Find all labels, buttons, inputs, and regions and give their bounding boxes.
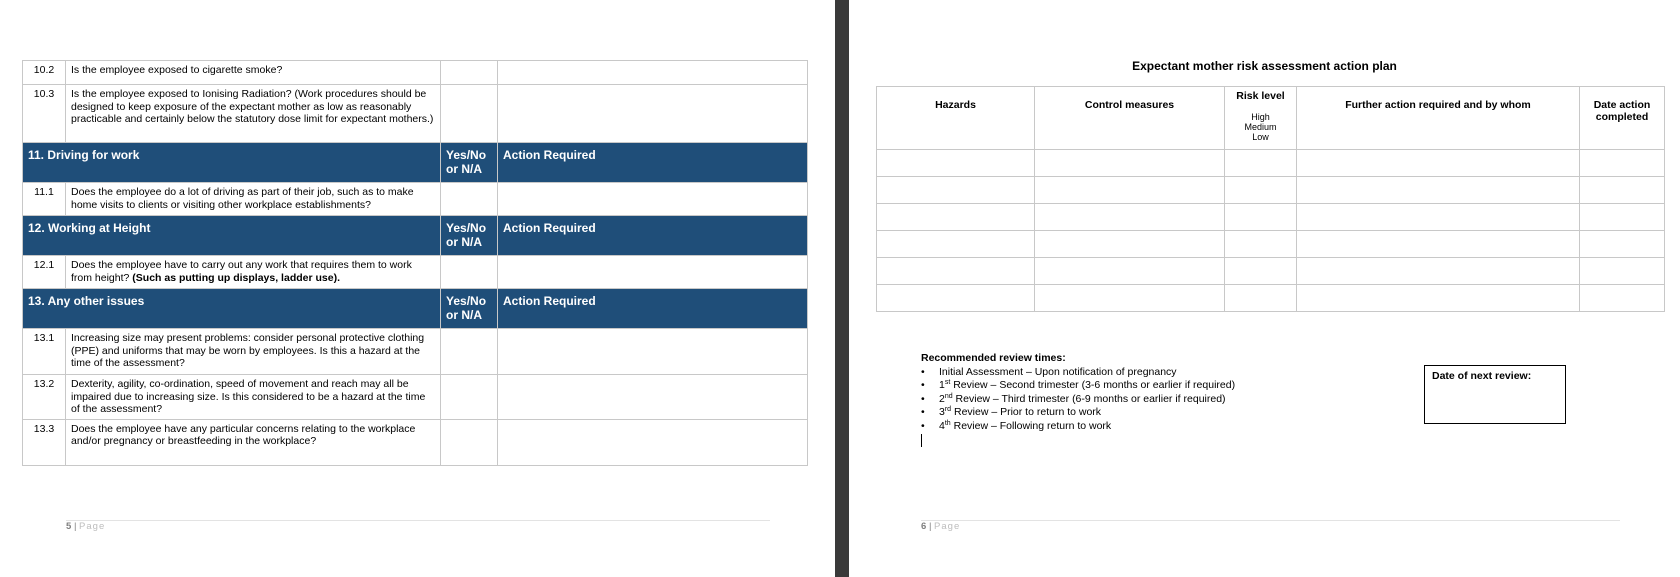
action-plan-row — [877, 258, 1665, 285]
review-item: • Initial Assessment – Upon notification of pregnancy — [921, 365, 1177, 378]
yes-no-cell[interactable] — [441, 375, 498, 420]
risk-low: Low — [1252, 132, 1269, 142]
question-row — [23, 85, 808, 143]
review-item: • 3rd Review – Prior to return to work — [921, 406, 1102, 418]
yes-no-cell[interactable] — [441, 329, 498, 375]
action-plan-cell[interactable] — [1035, 258, 1225, 285]
question-number: 10.2 — [23, 61, 66, 85]
action-plan-row — [877, 177, 1665, 204]
question-number: 10.3 — [23, 85, 66, 143]
action-required-cell[interactable] — [498, 85, 808, 143]
question-text: Does the employee have to carry out any work that requires them to work from height? (Such as putting up displays, ladder use). — [66, 256, 441, 289]
action-plan-cell[interactable] — [877, 231, 1035, 258]
question-number: 13.1 — [23, 329, 66, 375]
question-number: 12.1 — [23, 256, 66, 289]
section-header-row — [23, 216, 808, 256]
review-times-heading: Recommended review times: — [921, 352, 1066, 364]
question-text: Does the employee do a lot of driving as part of their job, such as to make home visits to clients or visiting other workplace establishments? — [66, 183, 441, 216]
page-label: Page — [79, 521, 106, 532]
page-footer — [66, 521, 105, 532]
yes-no-cell[interactable] — [441, 85, 498, 143]
page-number: 6 — [921, 521, 927, 532]
risk-medium: Medium — [1244, 122, 1277, 132]
action-required-cell[interactable] — [498, 419, 808, 465]
action-plan-cell[interactable] — [1580, 204, 1665, 231]
action-plan-cell[interactable] — [1297, 258, 1580, 285]
question-text: Increasing size may present problems: consider personal protective clothing (PPE) and uniforms that may be worn by employees. Is this a hazard at the time of the assessment? — [66, 329, 441, 375]
action-required-cell[interactable] — [498, 329, 808, 375]
risk-level-label: Risk level — [1236, 90, 1285, 102]
section-header-row — [23, 143, 808, 183]
action-plan-cell[interactable] — [1225, 204, 1297, 231]
action-plan-cell[interactable] — [1225, 150, 1297, 177]
action-required-cell[interactable] — [498, 375, 808, 420]
risk-high: High — [1251, 112, 1270, 122]
action-plan-cell[interactable] — [1297, 231, 1580, 258]
action-plan-cell[interactable] — [1035, 285, 1225, 312]
review-item: • 4th Review – Following return to work — [921, 419, 1112, 432]
action-plan-cell[interactable] — [877, 204, 1035, 231]
action-plan-cell[interactable] — [1580, 285, 1665, 312]
col-hazards: Hazards — [877, 87, 1035, 150]
action-required-header: Action Required — [498, 289, 808, 329]
action-plan-table — [876, 86, 1665, 312]
question-row — [23, 183, 808, 216]
yes-no-cell[interactable] — [441, 61, 498, 85]
section-title: 11. Driving for work — [23, 143, 441, 183]
action-required-header: Action Required — [498, 216, 808, 256]
action-required-cell[interactable] — [498, 61, 808, 85]
action-required-cell[interactable] — [498, 256, 808, 289]
action-required-header: Action Required — [498, 143, 808, 183]
action-plan-cell[interactable] — [1225, 177, 1297, 204]
page-footer — [921, 521, 960, 532]
text-cursor[interactable] — [921, 434, 922, 447]
risk-level-scale — [1229, 112, 1292, 142]
yes-no-cell[interactable] — [441, 419, 498, 465]
section-title: 13. Any other issues — [23, 289, 441, 329]
col-control-measures: Control measures — [1035, 87, 1225, 150]
document-page-5 — [0, 0, 835, 577]
action-plan-row — [877, 150, 1665, 177]
question-text: Is the employee exposed to Ionising Radiation? (Work procedures should be designed to keep exposure of the expectant mother as low as reasonably practicable and certainly below the statutory dose limit for expectant mothers.) — [66, 85, 441, 143]
col-further-action: Further action required and by whom — [1297, 87, 1580, 150]
yes-no-cell[interactable] — [441, 183, 498, 216]
review-item: • 2nd Review – Third trimester (6-9 months or earlier if required) — [921, 392, 1226, 405]
action-plan-cell[interactable] — [1035, 204, 1225, 231]
action-plan-cell[interactable] — [1580, 150, 1665, 177]
action-plan-cell[interactable] — [1225, 231, 1297, 258]
question-row — [23, 329, 808, 375]
page-gutter — [835, 0, 849, 577]
yes-no-header: Yes/No or N/A — [441, 289, 498, 329]
review-times — [921, 352, 1235, 447]
review-list — [921, 366, 1235, 434]
col-date-completed: Date action completed — [1580, 87, 1665, 150]
col-risk-level — [1225, 87, 1297, 150]
action-plan-title: Expectant mother risk assessment action plan — [1132, 59, 1397, 73]
footer-rule — [921, 520, 1620, 521]
action-plan-cell[interactable] — [1225, 285, 1297, 312]
action-plan-cell[interactable] — [1580, 177, 1665, 204]
action-plan-cell[interactable] — [1225, 258, 1297, 285]
document-page-6 — [849, 0, 1680, 577]
question-text: Dexterity, agility, co-ordination, speed of movement and reach may all be impaired due to increasing size. Is this considered to be a hazard at the time of the assessment? — [66, 375, 441, 420]
review-item: • 1st Review – Second trimester (3-6 months or earlier if required) — [921, 379, 1236, 391]
question-row — [23, 256, 808, 289]
action-plan-cell[interactable] — [1580, 258, 1665, 285]
next-review-box[interactable]: Date of next review: — [1424, 365, 1566, 424]
action-plan-cell[interactable] — [877, 150, 1035, 177]
action-plan-cell[interactable] — [1580, 231, 1665, 258]
question-row — [23, 375, 808, 420]
action-plan-row — [877, 285, 1665, 312]
section-header-row — [23, 289, 808, 329]
action-plan-cell[interactable] — [1035, 177, 1225, 204]
action-required-cell[interactable] — [498, 183, 808, 216]
action-plan-row — [877, 231, 1665, 258]
action-plan-cell[interactable] — [877, 285, 1035, 312]
question-text: Does the employee have any particular concerns relating to the workplace and/or pregnancy or breastfeeding in the workplace? — [66, 419, 441, 465]
action-plan-cell[interactable] — [1297, 285, 1580, 312]
question-row — [23, 61, 808, 85]
yes-no-cell[interactable] — [441, 256, 498, 289]
action-plan-cell[interactable] — [1035, 150, 1225, 177]
action-plan-row — [877, 204, 1665, 231]
action-plan-cell[interactable] — [877, 258, 1035, 285]
action-plan-cell[interactable] — [1297, 150, 1580, 177]
page-label: Page — [934, 521, 961, 532]
section-title: 12. Working at Height — [23, 216, 441, 256]
footer-separator: | — [928, 521, 932, 532]
action-plan-cell[interactable] — [1035, 231, 1225, 258]
yes-no-header: Yes/No or N/A — [441, 216, 498, 256]
question-number: 13.2 — [23, 375, 66, 420]
assessment-table — [22, 60, 808, 466]
yes-no-header: Yes/No or N/A — [441, 143, 498, 183]
question-number: 13.3 — [23, 419, 66, 465]
question-text: Is the employee exposed to cigarette smoke? — [66, 61, 441, 85]
footer-rule — [66, 520, 770, 521]
question-row — [23, 419, 808, 465]
question-number: 11.1 — [23, 183, 66, 216]
action-plan-cell[interactable] — [877, 177, 1035, 204]
page-number: 5 — [66, 521, 72, 532]
action-plan-cell[interactable] — [1297, 204, 1580, 231]
footer-separator: | — [73, 521, 77, 532]
action-plan-cell[interactable] — [1297, 177, 1580, 204]
